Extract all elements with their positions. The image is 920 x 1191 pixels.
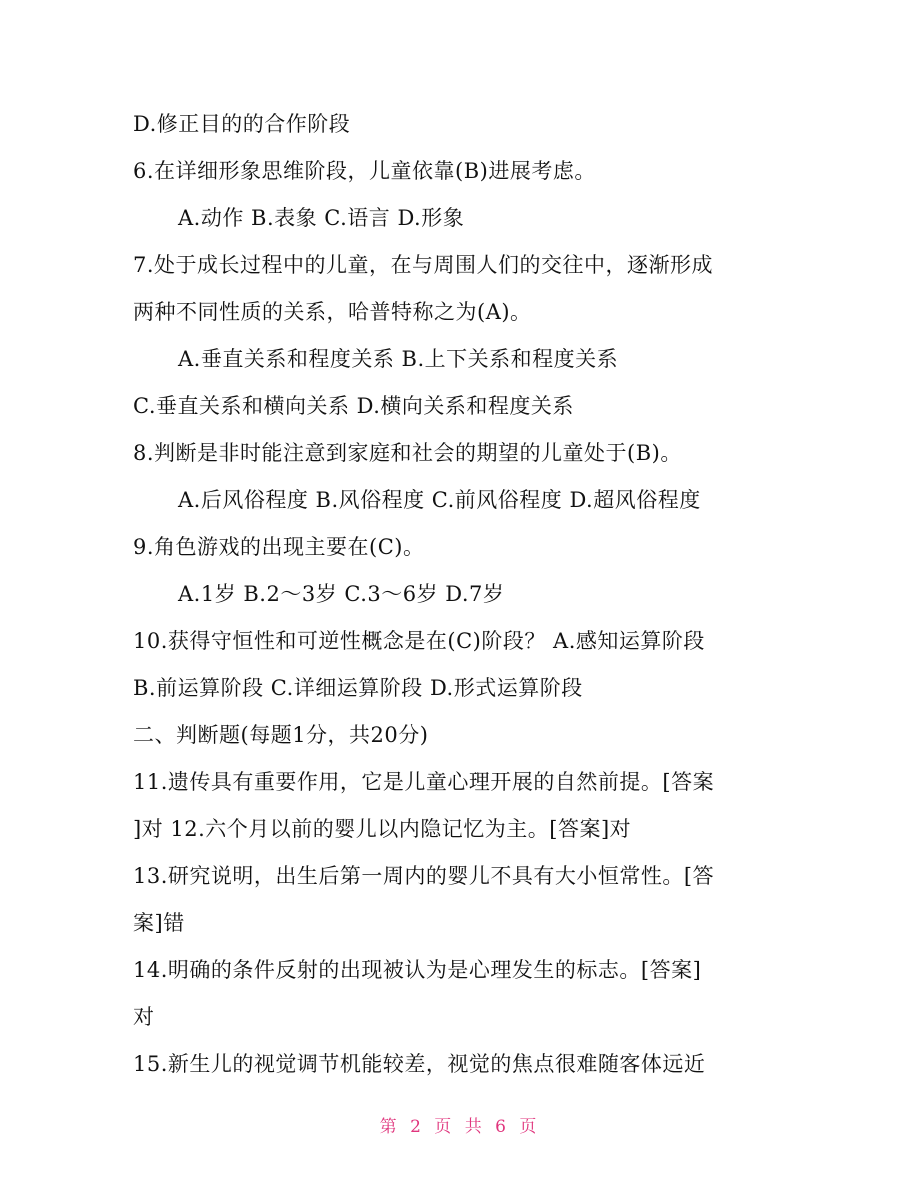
- option-line: A.动作 B.表象 C.语言 D.形象: [178, 206, 465, 230]
- statement-line: 15.新生儿的视觉调节机能较差，视觉的焦点很难随客体远近: [133, 1052, 706, 1076]
- statement-line: 13.研究说明，出生后第一周内的婴儿不具有大小恒常性。[答: [133, 864, 715, 888]
- option-line: C.垂直关系和横向关系 D.横向关系和程度关系: [133, 394, 574, 418]
- statement-line: 11.遗传具有重要作用，它是儿童心理开展的自然前提。[答案: [133, 770, 715, 794]
- option-line: D.修正目的的合作阶段: [133, 112, 351, 136]
- question-line: 6.在详细形象思维阶段，儿童依靠(B)进展考虑。: [133, 159, 596, 183]
- question-line: 8.判断是非时能注意到家庭和社会的期望的儿童处于(B)。: [133, 441, 682, 465]
- option-line: B.前运算阶段 C.详细运算阶段 D.形式运算阶段: [133, 676, 583, 700]
- statement-line: ]对 12.六个月以前的婴儿以内隐记忆为主。[答案]对: [133, 817, 632, 841]
- statement-line: 对: [133, 1005, 155, 1029]
- statement-line: 14.明确的条件反射的出现被认为是心理发生的标志。[答案]: [133, 958, 702, 982]
- page-number-footer: 第 2 页 共 6 页: [379, 1117, 541, 1137]
- section-heading: 二、判断题(每题1分，共20分): [133, 723, 429, 747]
- option-line: A.1岁 B.2～3岁 C.3～6岁 D.7岁: [178, 582, 505, 606]
- question-line: 10.获得守恒性和可逆性概念是在(C)阶段？ A.感知运算阶段: [133, 629, 705, 653]
- option-line: A.后风俗程度 B.风俗程度 C.前风俗程度 D.超风俗程度: [178, 488, 701, 512]
- question-line: 7.处于成长过程中的儿童，在与周围人们的交往中，逐渐形成: [133, 253, 714, 277]
- question-line: 9.角色游戏的出现主要在(C)。: [133, 535, 425, 559]
- statement-line: 案]错: [133, 911, 185, 935]
- option-line: A.垂直关系和程度关系 B.上下关系和程度关系: [178, 347, 619, 371]
- question-line: 两种不同性质的关系，哈普特称之为(A)。: [133, 300, 532, 324]
